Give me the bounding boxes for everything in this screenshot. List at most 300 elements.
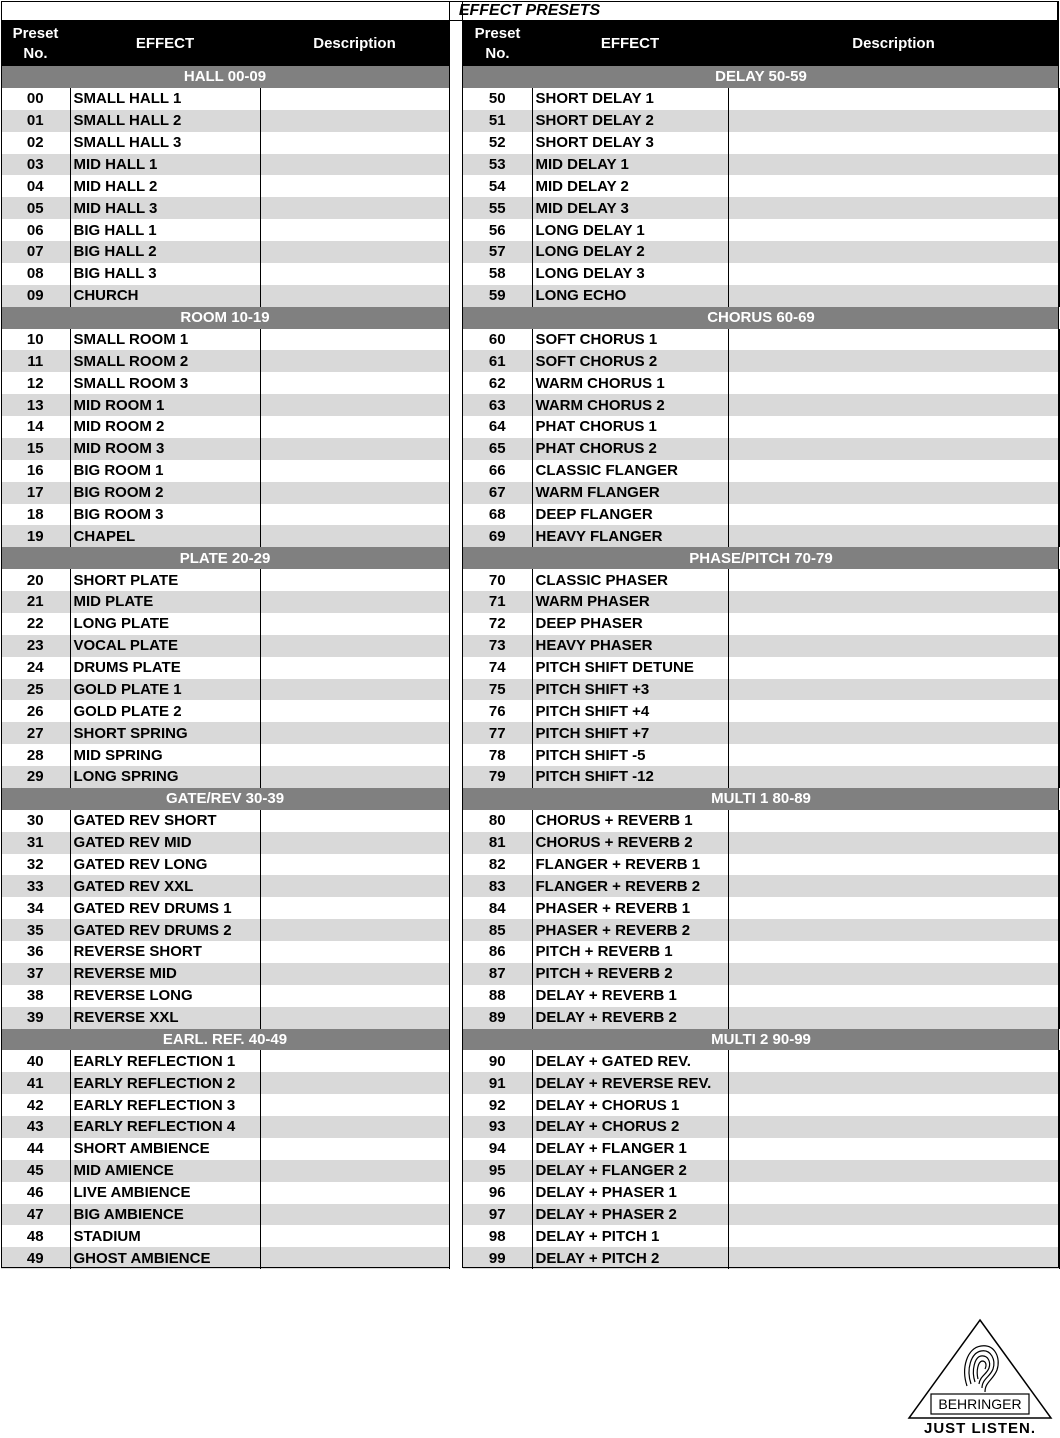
preset-number: 28 bbox=[1, 744, 70, 766]
effect-name: CHURCH bbox=[70, 285, 260, 307]
effect-name: GATED REV SHORT bbox=[70, 810, 260, 832]
preset-row bbox=[463, 525, 1059, 547]
effect-name: PITCH + REVERB 2 bbox=[532, 963, 728, 985]
effect-name: GOLD PLATE 1 bbox=[70, 679, 260, 701]
preset-number: 34 bbox=[1, 897, 70, 919]
preset-row bbox=[463, 1007, 1059, 1029]
effect-name: DELAY + PHASER 1 bbox=[532, 1182, 728, 1204]
effect-name: DELAY + REVERB 2 bbox=[532, 1007, 728, 1029]
description-cell bbox=[728, 919, 1059, 941]
effect-name: DELAY + PITCH 1 bbox=[532, 1225, 728, 1247]
preset-row bbox=[1, 985, 449, 1007]
effect-name: WARM CHORUS 1 bbox=[532, 372, 728, 394]
description-cell bbox=[260, 329, 449, 351]
preset-row bbox=[463, 1072, 1059, 1094]
description-cell bbox=[260, 613, 449, 635]
description-cell bbox=[728, 110, 1059, 132]
preset-number: 96 bbox=[463, 1182, 532, 1204]
effect-name: SHORT AMBIENCE bbox=[70, 1138, 260, 1160]
description-cell bbox=[260, 504, 449, 526]
preset-number: 13 bbox=[1, 394, 70, 416]
group-label: MULTI 2 90-99 bbox=[463, 1029, 1059, 1051]
effect-name: LONG PLATE bbox=[70, 613, 260, 635]
effect-name: MID DELAY 2 bbox=[532, 175, 728, 197]
preset-row bbox=[1, 394, 449, 416]
preset-number: 45 bbox=[1, 1160, 70, 1182]
preset-row bbox=[1, 766, 449, 788]
preset-number: 63 bbox=[463, 394, 532, 416]
preset-number: 25 bbox=[1, 679, 70, 701]
preset-number: 73 bbox=[463, 635, 532, 657]
description-cell bbox=[260, 197, 449, 219]
preset-row bbox=[1, 810, 449, 832]
effect-name: LONG ECHO bbox=[532, 285, 728, 307]
description-cell bbox=[260, 372, 449, 394]
preset-row bbox=[1, 1007, 449, 1029]
preset-row bbox=[1, 1138, 449, 1160]
effect-name: CHORUS + REVERB 2 bbox=[532, 832, 728, 854]
preset-row bbox=[463, 766, 1059, 788]
description-cell bbox=[260, 241, 449, 263]
effect-name: GATED REV XXL bbox=[70, 875, 260, 897]
preset-row bbox=[1, 941, 449, 963]
description-cell bbox=[728, 350, 1059, 372]
description-cell bbox=[728, 154, 1059, 176]
group-row bbox=[1, 788, 449, 810]
preset-row bbox=[1, 569, 449, 591]
description-cell bbox=[260, 154, 449, 176]
description-cell bbox=[260, 1116, 449, 1138]
preset-row bbox=[463, 1247, 1059, 1269]
preset-number: 07 bbox=[1, 241, 70, 263]
group-label: ROOM 10-19 bbox=[1, 307, 449, 329]
preset-row bbox=[463, 744, 1059, 766]
preset-number: 57 bbox=[463, 241, 532, 263]
description-cell bbox=[260, 875, 449, 897]
effect-name: GATED REV MID bbox=[70, 832, 260, 854]
description-cell bbox=[260, 438, 449, 460]
preset-row bbox=[1, 1072, 449, 1094]
preset-row bbox=[463, 1094, 1059, 1116]
preset-row bbox=[1, 832, 449, 854]
effect-name: GHOST AMBIENCE bbox=[70, 1247, 260, 1269]
preset-number: 37 bbox=[1, 963, 70, 985]
preset-number: 38 bbox=[1, 985, 70, 1007]
effect-name: REVERSE MID bbox=[70, 963, 260, 985]
description-cell bbox=[728, 1247, 1059, 1269]
effect-name: LONG DELAY 3 bbox=[532, 263, 728, 285]
description-cell bbox=[260, 941, 449, 963]
effect-name: SMALL HALL 3 bbox=[70, 132, 260, 154]
description-cell bbox=[260, 919, 449, 941]
description-cell bbox=[260, 1247, 449, 1269]
preset-number: 24 bbox=[1, 657, 70, 679]
group-label: CHORUS 60-69 bbox=[463, 307, 1059, 329]
preset-row bbox=[1, 897, 449, 919]
preset-number: 75 bbox=[463, 679, 532, 701]
preset-number: 56 bbox=[463, 219, 532, 241]
effect-name: EARLY REFLECTION 3 bbox=[70, 1094, 260, 1116]
preset-number: 29 bbox=[1, 766, 70, 788]
description-cell bbox=[728, 613, 1059, 635]
description-cell bbox=[728, 1138, 1059, 1160]
preset-number: 89 bbox=[463, 1007, 532, 1029]
description-cell bbox=[728, 219, 1059, 241]
preset-row bbox=[1, 657, 449, 679]
description-cell bbox=[260, 766, 449, 788]
description-cell bbox=[728, 438, 1059, 460]
description-cell bbox=[260, 175, 449, 197]
description-cell bbox=[260, 525, 449, 547]
preset-number: 43 bbox=[1, 1116, 70, 1138]
effect-name: SMALL ROOM 2 bbox=[70, 350, 260, 372]
effect-name: PITCH SHIFT +3 bbox=[532, 679, 728, 701]
description-cell bbox=[728, 329, 1059, 351]
preset-row bbox=[1, 613, 449, 635]
preset-number: 14 bbox=[1, 416, 70, 438]
preset-number: 97 bbox=[463, 1204, 532, 1226]
presets-table-right bbox=[463, 66, 1060, 1269]
preset-row bbox=[1, 963, 449, 985]
description-cell bbox=[728, 591, 1059, 613]
effect-name: CLASSIC PHASER bbox=[532, 569, 728, 591]
preset-row bbox=[463, 875, 1059, 897]
description-cell bbox=[260, 460, 449, 482]
header-effect: EFFECT bbox=[135, 34, 195, 52]
description-cell bbox=[728, 1072, 1059, 1094]
description-cell bbox=[728, 197, 1059, 219]
group-row bbox=[463, 547, 1059, 569]
header-description: Description bbox=[313, 34, 396, 52]
preset-number: 90 bbox=[463, 1050, 532, 1072]
preset-number: 66 bbox=[463, 460, 532, 482]
description-cell bbox=[728, 722, 1059, 744]
effect-name: DELAY + FLANGER 2 bbox=[532, 1160, 728, 1182]
preset-number: 76 bbox=[463, 700, 532, 722]
description-cell bbox=[260, 657, 449, 679]
effect-name: SOFT CHORUS 1 bbox=[532, 329, 728, 351]
description-cell bbox=[260, 679, 449, 701]
preset-row bbox=[1, 700, 449, 722]
description-cell bbox=[728, 263, 1059, 285]
description-cell bbox=[260, 1182, 449, 1204]
description-cell bbox=[260, 569, 449, 591]
preset-number: 55 bbox=[463, 197, 532, 219]
effect-name: DELAY + REVERSE REV. bbox=[532, 1072, 728, 1094]
preset-row bbox=[463, 700, 1059, 722]
header-preset-no: Preset No. bbox=[474, 24, 521, 62]
description-cell bbox=[260, 963, 449, 985]
preset-row bbox=[463, 241, 1059, 263]
preset-row bbox=[463, 197, 1059, 219]
preset-number: 42 bbox=[1, 1094, 70, 1116]
description-cell bbox=[260, 897, 449, 919]
effect-name: MID HALL 2 bbox=[70, 175, 260, 197]
group-label: EARL. REF. 40-49 bbox=[1, 1029, 449, 1051]
description-cell bbox=[260, 285, 449, 307]
preset-row bbox=[463, 154, 1059, 176]
preset-number: 77 bbox=[463, 722, 532, 744]
description-cell bbox=[260, 219, 449, 241]
effect-name: EARLY REFLECTION 2 bbox=[70, 1072, 260, 1094]
preset-row bbox=[1, 416, 449, 438]
effect-name: LONG DELAY 1 bbox=[532, 219, 728, 241]
description-cell bbox=[260, 1007, 449, 1029]
effect-name: LONG SPRING bbox=[70, 766, 260, 788]
preset-number: 33 bbox=[1, 875, 70, 897]
group-row bbox=[463, 788, 1059, 810]
group-label: GATE/REV 30-39 bbox=[1, 788, 449, 810]
effect-name: DELAY + REVERB 1 bbox=[532, 985, 728, 1007]
description-cell bbox=[728, 766, 1059, 788]
preset-row bbox=[463, 110, 1059, 132]
effect-name: MID ROOM 3 bbox=[70, 438, 260, 460]
effect-name: GATED REV DRUMS 1 bbox=[70, 897, 260, 919]
preset-row bbox=[1, 241, 449, 263]
preset-row bbox=[1, 679, 449, 701]
preset-number: 62 bbox=[463, 372, 532, 394]
preset-number: 08 bbox=[1, 263, 70, 285]
preset-number: 65 bbox=[463, 438, 532, 460]
preset-number: 85 bbox=[463, 919, 532, 941]
preset-row bbox=[463, 372, 1059, 394]
description-cell bbox=[728, 657, 1059, 679]
preset-row bbox=[1, 1116, 449, 1138]
group-label: MULTI 1 80-89 bbox=[463, 788, 1059, 810]
preset-row bbox=[1, 372, 449, 394]
description-cell bbox=[260, 810, 449, 832]
effect-name: REVERSE XXL bbox=[70, 1007, 260, 1029]
preset-number: 27 bbox=[1, 722, 70, 744]
preset-number: 11 bbox=[1, 350, 70, 372]
effect-name: BIG ROOM 1 bbox=[70, 460, 260, 482]
preset-number: 00 bbox=[1, 88, 70, 110]
preset-number: 69 bbox=[463, 525, 532, 547]
preset-number: 10 bbox=[1, 329, 70, 351]
preset-number: 54 bbox=[463, 175, 532, 197]
preset-number: 32 bbox=[1, 854, 70, 876]
effect-name: WARM FLANGER bbox=[532, 482, 728, 504]
group-label: PLATE 20-29 bbox=[1, 547, 449, 569]
preset-row bbox=[1, 591, 449, 613]
preset-number: 01 bbox=[1, 110, 70, 132]
preset-number: 92 bbox=[463, 1094, 532, 1116]
preset-row bbox=[463, 394, 1059, 416]
preset-row bbox=[463, 416, 1059, 438]
description-cell bbox=[260, 1160, 449, 1182]
description-cell bbox=[260, 263, 449, 285]
description-cell bbox=[260, 1204, 449, 1226]
description-cell bbox=[728, 241, 1059, 263]
effect-name: EARLY REFLECTION 1 bbox=[70, 1050, 260, 1072]
preset-row bbox=[1, 1160, 449, 1182]
preset-row bbox=[1, 482, 449, 504]
description-cell bbox=[260, 1072, 449, 1094]
preset-row bbox=[1, 110, 449, 132]
effect-name: VOCAL PLATE bbox=[70, 635, 260, 657]
preset-row bbox=[1, 175, 449, 197]
effect-name: SHORT DELAY 1 bbox=[532, 88, 728, 110]
effect-name: HEAVY PHASER bbox=[532, 635, 728, 657]
effect-name: MID PLATE bbox=[70, 591, 260, 613]
description-cell bbox=[260, 416, 449, 438]
description-cell bbox=[728, 1094, 1059, 1116]
behringer-logo bbox=[905, 1316, 1055, 1436]
effect-name: MID DELAY 3 bbox=[532, 197, 728, 219]
effect-name: PITCH SHIFT -5 bbox=[532, 744, 728, 766]
preset-row bbox=[463, 613, 1059, 635]
preset-number: 03 bbox=[1, 154, 70, 176]
effect-name: PHASER + REVERB 1 bbox=[532, 897, 728, 919]
preset-row bbox=[463, 132, 1059, 154]
column-header-left bbox=[1, 21, 449, 66]
preset-row bbox=[463, 941, 1059, 963]
description-cell bbox=[728, 897, 1059, 919]
effect-name: DEEP FLANGER bbox=[532, 504, 728, 526]
preset-number: 49 bbox=[1, 1247, 70, 1269]
preset-row bbox=[463, 832, 1059, 854]
preset-row bbox=[1, 1225, 449, 1247]
group-row bbox=[463, 307, 1059, 329]
preset-row bbox=[463, 657, 1059, 679]
preset-number: 21 bbox=[1, 591, 70, 613]
effect-name: PITCH SHIFT -12 bbox=[532, 766, 728, 788]
effect-name: PITCH SHIFT DETUNE bbox=[532, 657, 728, 679]
description-cell bbox=[260, 88, 449, 110]
preset-number: 53 bbox=[463, 154, 532, 176]
preset-number: 40 bbox=[1, 1050, 70, 1072]
effect-name: MID ROOM 1 bbox=[70, 394, 260, 416]
effect-name: MID SPRING bbox=[70, 744, 260, 766]
description-cell bbox=[728, 525, 1059, 547]
effect-name: PHASER + REVERB 2 bbox=[532, 919, 728, 941]
description-cell bbox=[260, 591, 449, 613]
effect-name: PHAT CHORUS 2 bbox=[532, 438, 728, 460]
preset-row bbox=[1, 219, 449, 241]
preset-row bbox=[463, 460, 1059, 482]
preset-row bbox=[463, 1182, 1059, 1204]
preset-number: 95 bbox=[463, 1160, 532, 1182]
preset-row bbox=[1, 1050, 449, 1072]
preset-row bbox=[463, 350, 1059, 372]
preset-number: 30 bbox=[1, 810, 70, 832]
description-cell bbox=[728, 1225, 1059, 1247]
preset-number: 31 bbox=[1, 832, 70, 854]
preset-row bbox=[1, 132, 449, 154]
preset-row bbox=[1, 504, 449, 526]
effect-name: LONG DELAY 2 bbox=[532, 241, 728, 263]
effect-name: SHORT SPRING bbox=[70, 722, 260, 744]
header-effect: EFFECT bbox=[600, 34, 660, 52]
preset-row bbox=[463, 1116, 1059, 1138]
effect-name: STADIUM bbox=[70, 1225, 260, 1247]
preset-number: 83 bbox=[463, 875, 532, 897]
description-cell bbox=[728, 679, 1059, 701]
preset-number: 68 bbox=[463, 504, 532, 526]
preset-number: 91 bbox=[463, 1072, 532, 1094]
preset-number: 18 bbox=[1, 504, 70, 526]
effect-name: SOFT CHORUS 2 bbox=[532, 350, 728, 372]
preset-row bbox=[463, 504, 1059, 526]
preset-number: 16 bbox=[1, 460, 70, 482]
preset-row bbox=[1, 722, 449, 744]
preset-number: 64 bbox=[463, 416, 532, 438]
preset-number: 78 bbox=[463, 744, 532, 766]
preset-row bbox=[463, 635, 1059, 657]
effect-name: REVERSE SHORT bbox=[70, 941, 260, 963]
effect-name: DELAY + PHASER 2 bbox=[532, 1204, 728, 1226]
effect-name: SMALL ROOM 3 bbox=[70, 372, 260, 394]
effect-name: REVERSE LONG bbox=[70, 985, 260, 1007]
effect-name: SHORT PLATE bbox=[70, 569, 260, 591]
preset-row bbox=[463, 482, 1059, 504]
description-cell bbox=[728, 285, 1059, 307]
description-cell bbox=[728, 416, 1059, 438]
preset-number: 82 bbox=[463, 854, 532, 876]
preset-number: 17 bbox=[1, 482, 70, 504]
preset-number: 93 bbox=[463, 1116, 532, 1138]
description-cell bbox=[260, 722, 449, 744]
description-cell bbox=[728, 394, 1059, 416]
description-cell bbox=[260, 985, 449, 1007]
preset-row bbox=[463, 285, 1059, 307]
effect-name: DRUMS PLATE bbox=[70, 657, 260, 679]
description-cell bbox=[260, 1225, 449, 1247]
effect-name: FLANGER + REVERB 2 bbox=[532, 875, 728, 897]
effect-name: SMALL HALL 1 bbox=[70, 88, 260, 110]
preset-row bbox=[1, 438, 449, 460]
effect-name: PITCH + REVERB 1 bbox=[532, 941, 728, 963]
description-cell bbox=[728, 985, 1059, 1007]
description-cell bbox=[728, 635, 1059, 657]
preset-number: 79 bbox=[463, 766, 532, 788]
effect-name: DELAY + PITCH 2 bbox=[532, 1247, 728, 1269]
preset-number: 70 bbox=[463, 569, 532, 591]
preset-number: 50 bbox=[463, 88, 532, 110]
preset-row bbox=[463, 963, 1059, 985]
preset-number: 58 bbox=[463, 263, 532, 285]
preset-number: 47 bbox=[1, 1204, 70, 1226]
preset-row bbox=[1, 1094, 449, 1116]
description-cell bbox=[728, 810, 1059, 832]
effect-name: MID ROOM 2 bbox=[70, 416, 260, 438]
preset-row bbox=[463, 897, 1059, 919]
preset-row bbox=[463, 1204, 1059, 1226]
description-cell bbox=[260, 1094, 449, 1116]
preset-row bbox=[463, 263, 1059, 285]
description-cell bbox=[728, 460, 1059, 482]
effect-name: HEAVY FLANGER bbox=[532, 525, 728, 547]
preset-number: 72 bbox=[463, 613, 532, 635]
description-cell bbox=[728, 482, 1059, 504]
group-row bbox=[1, 547, 449, 569]
preset-number: 22 bbox=[1, 613, 70, 635]
description-cell bbox=[728, 941, 1059, 963]
description-cell bbox=[260, 482, 449, 504]
description-cell bbox=[728, 875, 1059, 897]
preset-number: 44 bbox=[1, 1138, 70, 1160]
preset-row bbox=[1, 875, 449, 897]
effect-name: SMALL HALL 2 bbox=[70, 110, 260, 132]
effect-name: DELAY + CHORUS 2 bbox=[532, 1116, 728, 1138]
preset-number: 05 bbox=[1, 197, 70, 219]
preset-row bbox=[1, 919, 449, 941]
preset-row bbox=[463, 591, 1059, 613]
preset-row bbox=[463, 919, 1059, 941]
description-cell bbox=[728, 1050, 1059, 1072]
preset-row bbox=[1, 263, 449, 285]
effect-name: BIG HALL 3 bbox=[70, 263, 260, 285]
